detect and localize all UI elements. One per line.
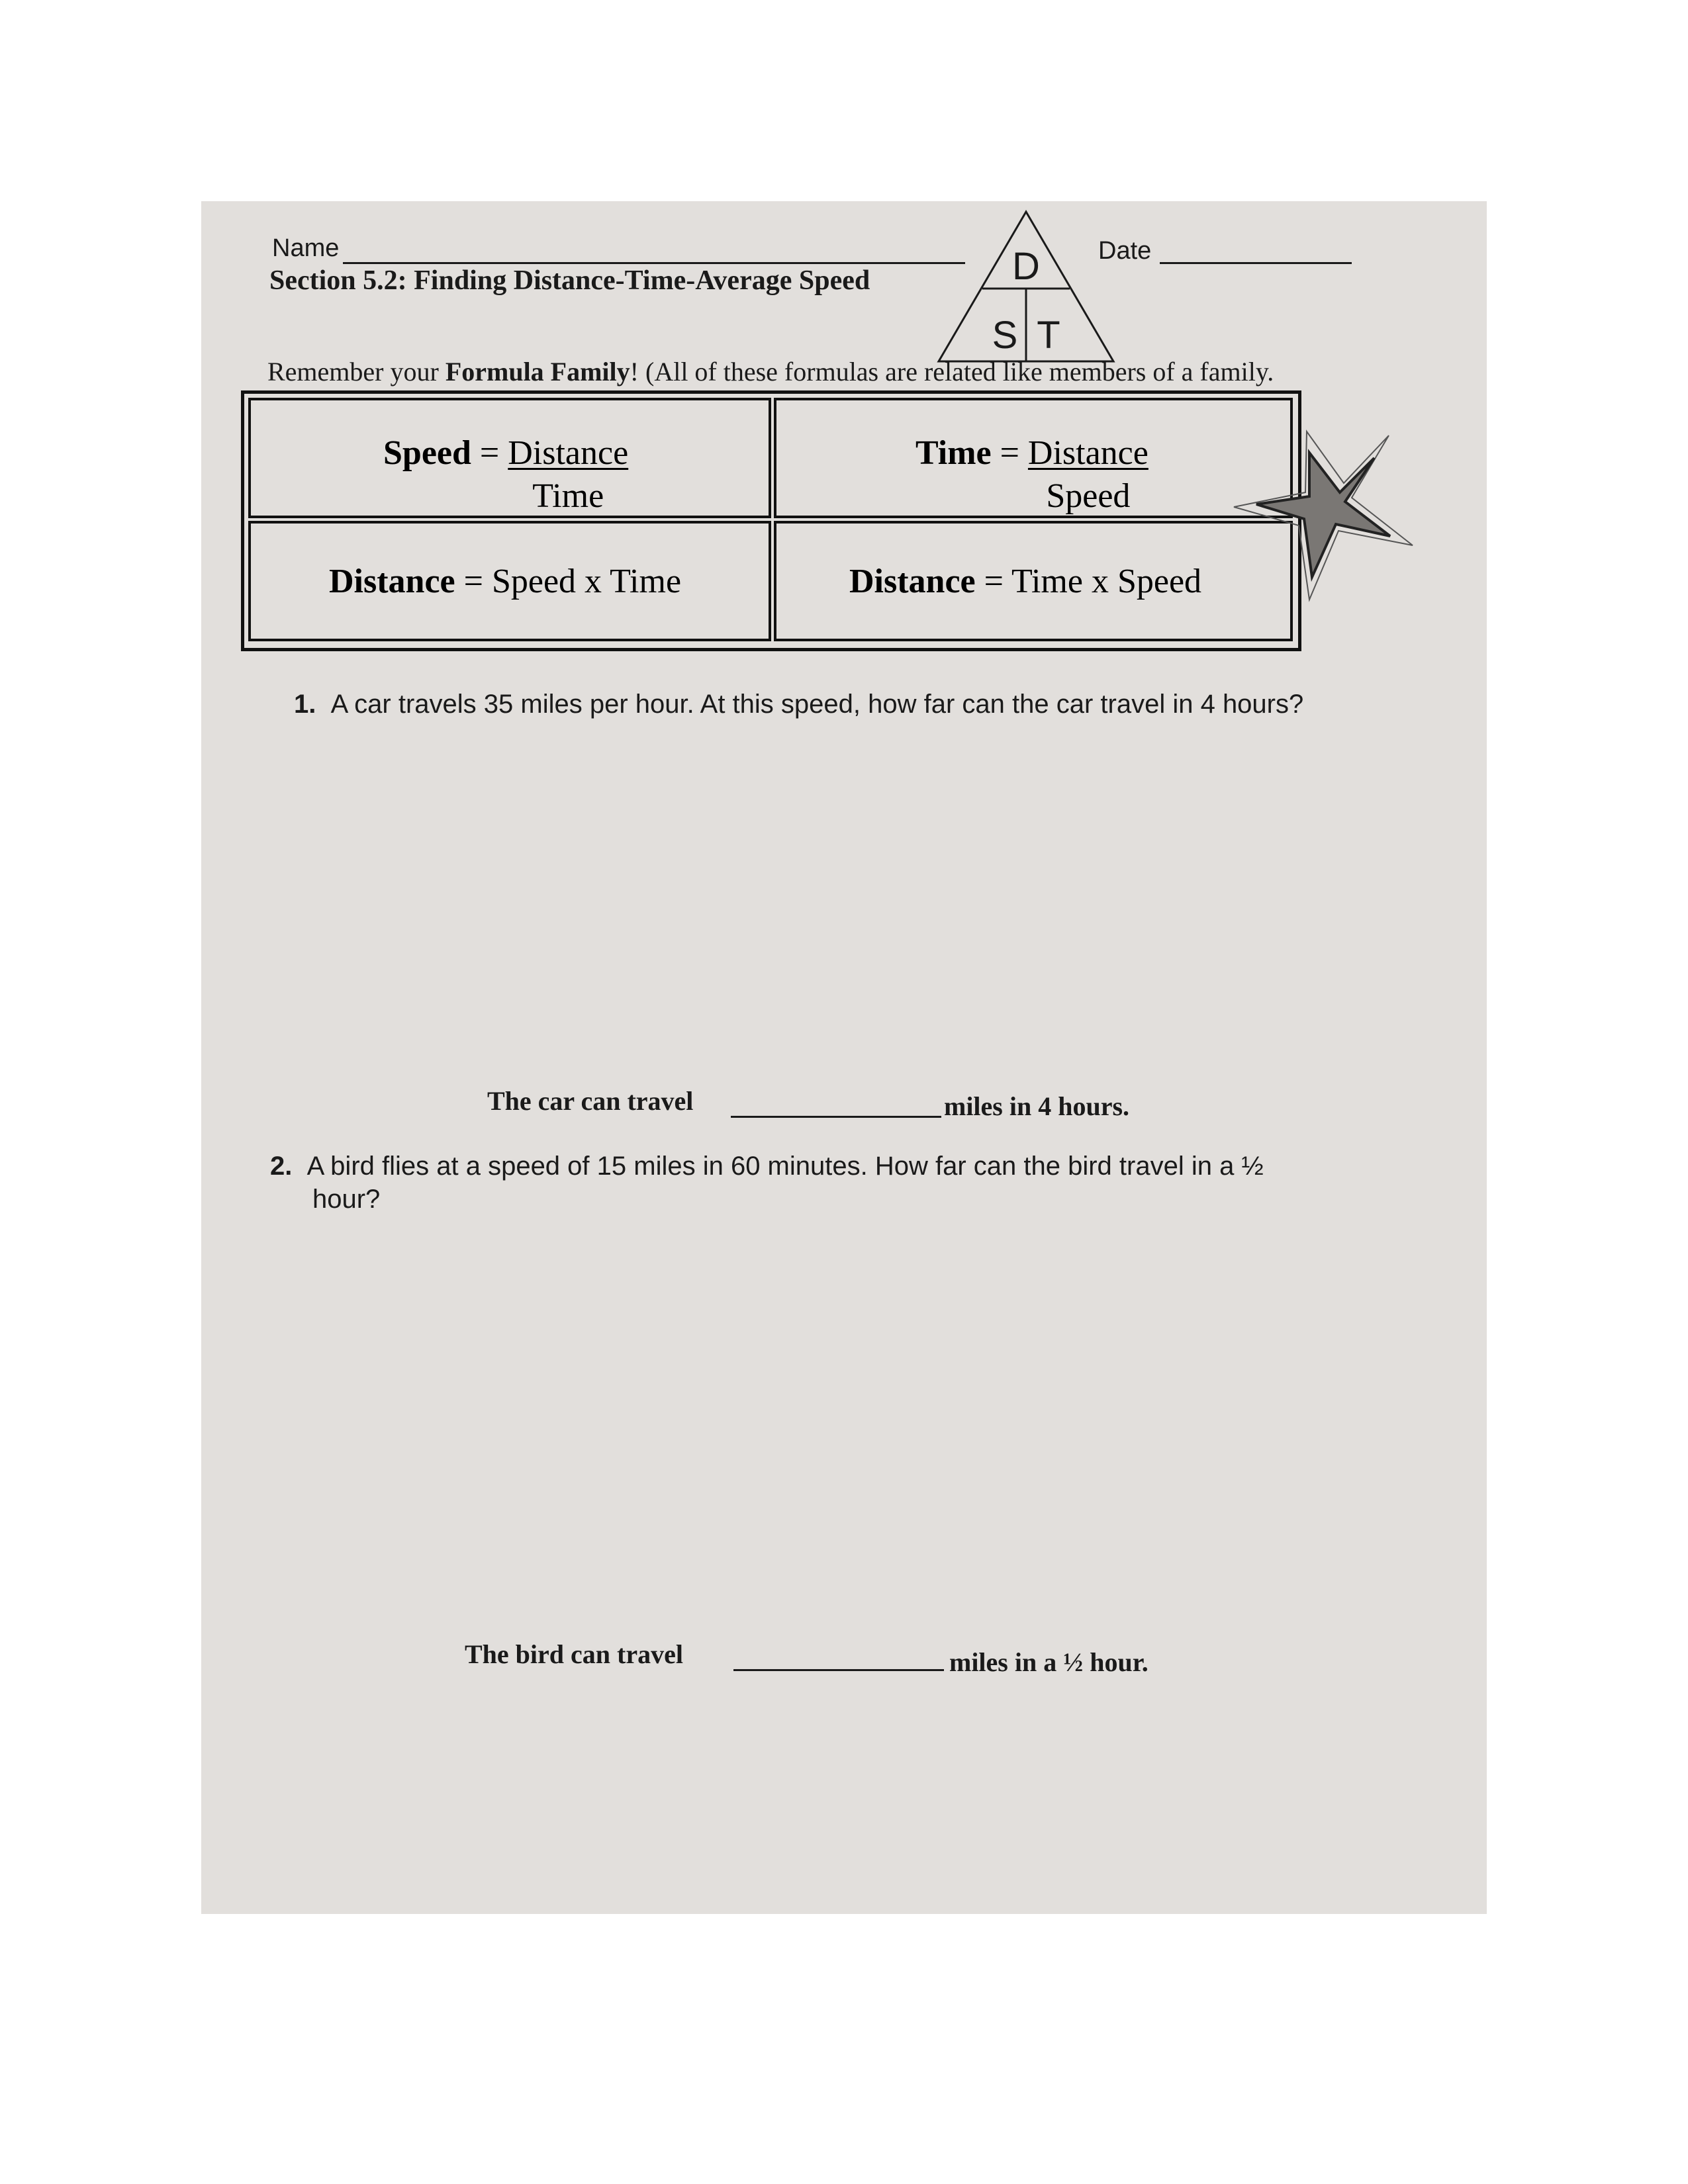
- question-1-text: A car travels 35 miles per hour. At this speed, how far can the car travel in 4 hours?: [330, 690, 1304, 719]
- date-field-line[interactable]: [1160, 262, 1352, 264]
- question-2: [270, 1152, 1264, 1181]
- time-lhs: Time: [915, 434, 992, 472]
- formula-table: [241, 390, 1301, 651]
- formula-speed-cell: [248, 398, 771, 518]
- time-fraction: [1028, 433, 1149, 516]
- distance1-lhs: Distance: [329, 563, 455, 600]
- triangle-s-label: S: [992, 314, 1018, 357]
- question-2-text-line1: A bird flies at a speed of 15 miles in 60 minutes. How far can the bird travel in a ½: [306, 1152, 1264, 1181]
- question-2-number: 2.: [270, 1152, 293, 1181]
- distance2-rhs: = Time x Speed: [975, 563, 1202, 600]
- remember-bold: Formula Family: [445, 357, 630, 387]
- question-1-number: 1.: [294, 690, 316, 719]
- answer-2-suffix: miles in a ½ hour.: [949, 1647, 1149, 1677]
- answer-2-prefix: The bird can travel: [465, 1639, 683, 1669]
- formula-distance-cell-2: [774, 521, 1293, 641]
- answer-1-prefix: The car can travel: [487, 1086, 694, 1116]
- answer-2-blank[interactable]: [733, 1669, 944, 1671]
- star-icon: [1227, 420, 1426, 618]
- question-2-line2: [312, 1185, 380, 1214]
- remember-note: [267, 356, 1274, 387]
- section-title: Section 5.2: Finding Distance-Time-Average Speed: [269, 265, 870, 296]
- speed-lhs: Speed: [383, 434, 471, 472]
- answer-1: [487, 1085, 693, 1116]
- distance2-lhs: Distance: [849, 563, 976, 600]
- time-denominator: Speed: [1046, 477, 1131, 515]
- date-label: Date: [1098, 237, 1152, 265]
- dst-triangle-diagram: [927, 208, 1125, 367]
- time-eq: =: [991, 434, 1028, 472]
- formula-time-cell: [774, 398, 1293, 518]
- answer-2-suffix-wrap: [949, 1647, 1149, 1678]
- remember-prefix: Remember your: [267, 357, 445, 387]
- answer-1-blank[interactable]: [731, 1116, 941, 1118]
- name-field-line[interactable]: [343, 262, 965, 264]
- speed-fraction: [508, 433, 628, 516]
- triangle-d-label: D: [1012, 245, 1040, 288]
- answer-1-suffix: miles in 4 hours.: [944, 1091, 1130, 1121]
- triangle-t-label: T: [1037, 314, 1060, 357]
- question-2-text-line2: hour?: [312, 1185, 381, 1214]
- formula-distance-cell-1: [248, 521, 771, 641]
- remember-suffix: ! (All of these formulas are related like members of a family.: [630, 357, 1274, 387]
- name-label: Name: [272, 234, 340, 262]
- answer-1-suffix-wrap: [944, 1091, 1129, 1122]
- question-1: [294, 690, 1303, 719]
- speed-eq: =: [471, 434, 508, 472]
- worksheet-page: [201, 201, 1487, 1914]
- time-numerator: Distance: [1027, 434, 1149, 472]
- answer-2: [465, 1639, 683, 1670]
- speed-denominator: Time: [532, 477, 604, 515]
- distance1-rhs: = Speed x Time: [455, 563, 682, 600]
- speed-numerator: Distance: [508, 434, 629, 472]
